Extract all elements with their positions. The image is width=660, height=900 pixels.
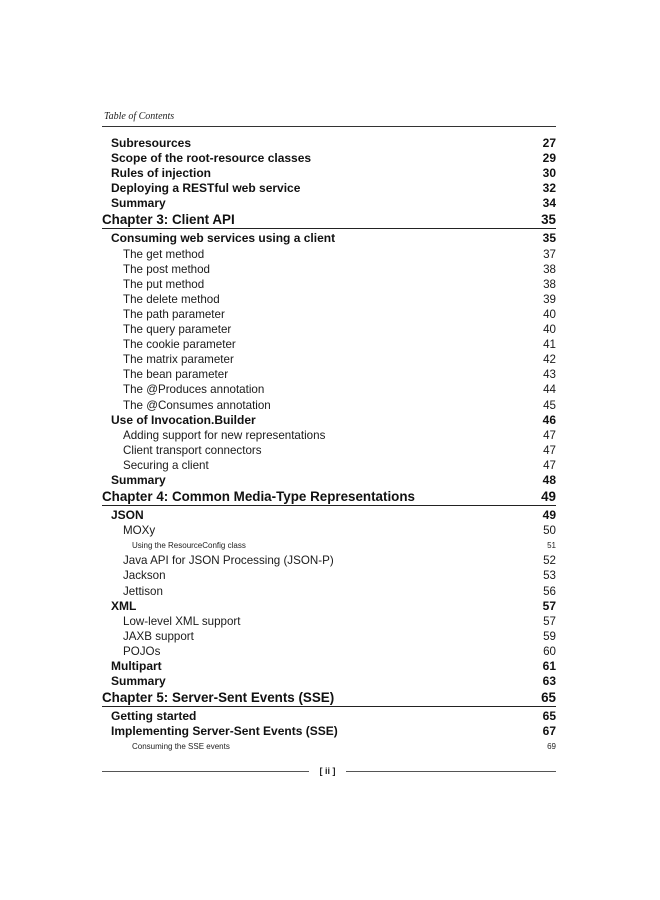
toc-entry-page-number: 61 <box>542 659 556 673</box>
toc-entry-title: Jettison <box>123 584 163 598</box>
toc-entry <box>102 523 556 538</box>
toc-entry-title: The matrix parameter <box>123 353 234 367</box>
toc-entry-title: Client transport connectors <box>123 443 262 457</box>
toc-entry-page-number: 46 <box>542 412 556 427</box>
toc-entry <box>102 739 556 754</box>
toc-entry-title: JSON <box>111 508 144 523</box>
toc-entry <box>102 413 556 428</box>
toc-entry-title: MOXy <box>123 524 156 538</box>
toc-entry-title: The get method <box>123 247 205 261</box>
toc-entry-title: Implementing Server-Sent Events (SSE) <box>111 724 338 739</box>
toc-entry <box>102 181 556 196</box>
toc-entry-title: The cookie parameter <box>123 338 236 352</box>
toc-entry-page-number: 53 <box>543 569 556 583</box>
toc-entry-title: Chapter 3: Client API <box>102 212 235 228</box>
toc-chapter-entry <box>102 211 556 229</box>
toc-entry-page-number: 35 <box>541 212 556 228</box>
toc-entry <box>102 629 556 644</box>
toc-entry-title: XML <box>111 598 137 613</box>
toc-entry-page-number: 38 <box>543 277 556 291</box>
toc-entry <box>102 443 556 458</box>
toc-entry <box>102 659 556 674</box>
toc-entry-title: Multipart <box>111 659 162 673</box>
toc-entry-page-number: 37 <box>543 247 556 261</box>
toc-entry-page-number: 65 <box>542 709 556 724</box>
toc-entry-title: The delete method <box>123 292 220 306</box>
toc-entry <box>102 247 556 262</box>
toc-entry-page-number: 34 <box>542 196 556 211</box>
toc-entry-title: Chapter 5: Server-Sent Events (SSE) <box>102 690 335 706</box>
toc-entry-page-number: 47 <box>543 428 556 442</box>
toc-entry <box>102 644 556 659</box>
toc-entry-page-number: 57 <box>543 614 556 628</box>
toc-entry-title: Getting started <box>111 709 197 724</box>
toc-entry <box>102 231 556 246</box>
toc-entry-title: Consuming the SSE events <box>132 742 230 752</box>
toc-entry-page-number: 32 <box>542 181 556 196</box>
toc-entry <box>102 508 556 523</box>
toc-entry-page-number: 43 <box>543 368 556 382</box>
toc-entry <box>102 709 556 724</box>
toc-entry-title: The put method <box>123 277 205 291</box>
toc-entry <box>102 398 556 413</box>
toc-entry-page-number: 40 <box>543 323 556 337</box>
toc-entry <box>102 674 556 689</box>
toc-entry-page-number: 59 <box>543 629 556 643</box>
toc-entry-page-number: 49 <box>541 489 556 505</box>
toc-entry <box>102 151 556 166</box>
toc-entry-title: Low-level XML support <box>123 614 241 628</box>
toc-entry-title: The bean parameter <box>123 368 229 382</box>
toc-entry-page-number: 47 <box>543 458 556 472</box>
toc-entry-page-number: 69 <box>547 742 556 752</box>
toc-entry-page-number: 51 <box>547 541 556 551</box>
page-footer <box>102 764 556 778</box>
running-head: Table of Contents <box>104 111 175 122</box>
toc-entry-title: Adding support for new representations <box>123 428 326 442</box>
toc-entry <box>102 428 556 443</box>
toc-entry-title: POJOs <box>123 644 161 658</box>
toc-entry <box>102 553 556 568</box>
footer-page-number: [ ii ] <box>319 766 336 776</box>
toc-chapter-entry <box>102 488 556 506</box>
toc-entry-page-number: 41 <box>543 338 556 352</box>
toc-entry <box>102 277 556 292</box>
toc-entry-title: JAXB support <box>123 629 194 643</box>
toc-entry <box>102 166 556 181</box>
toc-entry-page-number: 45 <box>543 398 556 412</box>
toc-entry-page-number: 42 <box>543 353 556 367</box>
toc-entry <box>102 458 556 473</box>
toc-entry-page-number: 56 <box>543 584 556 598</box>
toc-entry-page-number: 48 <box>542 472 556 487</box>
toc-entry-title: The @Produces annotation <box>123 383 265 397</box>
toc-entry-title: Chapter 4: Common Media-Type Representations <box>102 489 415 505</box>
toc-entry <box>102 724 556 739</box>
toc-entry-title: Rules of injection <box>111 166 212 181</box>
toc-entry-page-number: 49 <box>542 508 556 523</box>
toc-entry-page-number: 27 <box>542 136 556 150</box>
footer-rule-right <box>346 771 556 772</box>
toc-entry <box>102 262 556 277</box>
toc-entry <box>102 599 556 614</box>
toc-entry <box>102 322 556 337</box>
toc-entry <box>102 337 556 352</box>
toc-entry-title: Summary <box>111 196 166 211</box>
toc-entry-title: Jackson <box>123 569 166 583</box>
toc-entry <box>102 538 556 553</box>
table-of-contents <box>102 136 556 754</box>
toc-entry-page-number: 39 <box>543 292 556 306</box>
toc-entry <box>102 382 556 397</box>
toc-entry-page-number: 38 <box>543 262 556 276</box>
toc-entry <box>102 568 556 583</box>
toc-entry-title: Summary <box>111 472 166 487</box>
toc-entry-page-number: 67 <box>542 724 556 739</box>
toc-entry-page-number: 57 <box>542 598 556 613</box>
toc-entry <box>102 367 556 382</box>
toc-entry-page-number: 47 <box>543 443 556 457</box>
toc-entry <box>102 584 556 599</box>
toc-entry-title: The query parameter <box>123 323 232 337</box>
toc-entry-page-number: 65 <box>541 690 556 706</box>
toc-entry-title: Using the ResourceConfig class <box>132 541 246 551</box>
toc-entry-page-number: 63 <box>542 674 556 689</box>
toc-entry <box>102 352 556 367</box>
toc-entry-page-number: 60 <box>543 644 556 658</box>
toc-entry-title: The path parameter <box>123 307 225 321</box>
toc-entry <box>102 196 556 211</box>
toc-entry-page-number: 30 <box>542 166 556 181</box>
toc-entry-page-number: 52 <box>543 554 556 568</box>
toc-entry-title: The @Consumes annotation <box>123 398 271 412</box>
toc-entry-title: Use of Invocation.Builder <box>111 412 256 427</box>
toc-entry-page-number: 35 <box>542 231 556 246</box>
toc-entry-page-number: 44 <box>543 383 556 397</box>
header-rule <box>102 126 556 127</box>
toc-entry-page-number: 50 <box>543 524 556 538</box>
toc-entry-title: Subresources <box>111 136 192 150</box>
toc-chapter-entry <box>102 689 556 707</box>
toc-entry-title: Java API for JSON Processing (JSON-P) <box>123 554 334 568</box>
toc-entry <box>102 307 556 322</box>
footer-rule-left <box>102 771 309 772</box>
toc-entry <box>102 136 556 151</box>
toc-entry-title: Securing a client <box>123 458 209 472</box>
toc-entry-title: The post method <box>123 262 211 276</box>
toc-entry <box>102 614 556 629</box>
toc-entry-title: Scope of the root-resource classes <box>111 151 312 166</box>
toc-entry <box>102 473 556 488</box>
toc-entry-title: Deploying a RESTful web service <box>111 181 301 196</box>
toc-entry <box>102 292 556 307</box>
toc-entry-title: Consuming web services using a client <box>111 231 336 246</box>
toc-entry-page-number: 29 <box>542 151 556 166</box>
toc-entry-page-number: 40 <box>543 307 556 321</box>
toc-entry-title: Summary <box>111 674 166 689</box>
